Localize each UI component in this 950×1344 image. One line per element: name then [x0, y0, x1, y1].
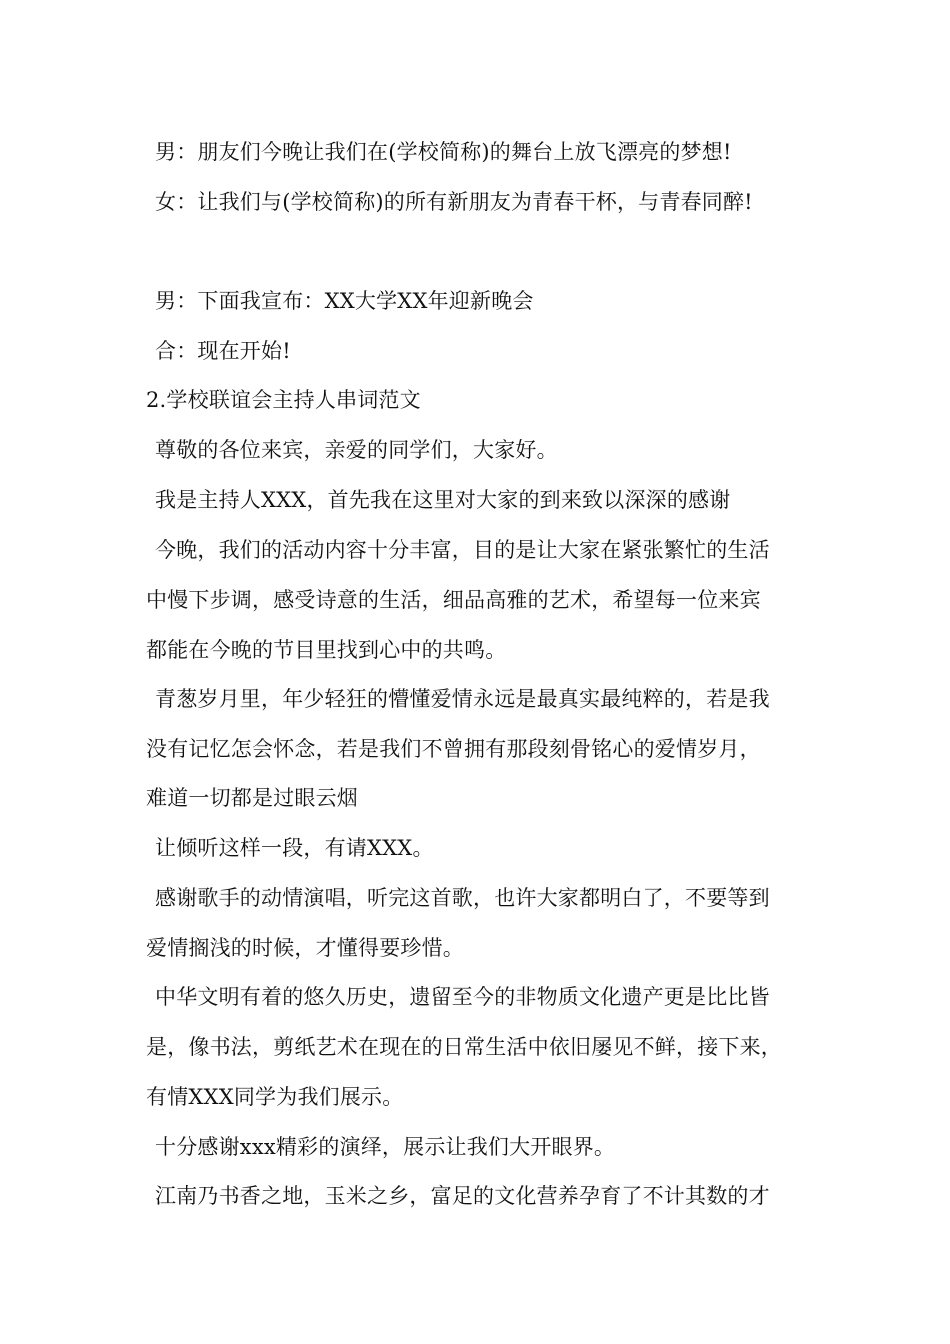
paragraph-line: 今晚，我们的活动内容十分丰富，目的是让大家在紧张繁忙的生活 [155, 538, 770, 562]
paragraph-line: 尊敬的各位来宾，亲爱的同学们，大家好。 [155, 438, 558, 462]
paragraph-line: 有情XXX同学为我们展示。 [146, 1085, 404, 1109]
paragraph-line: 我是主持人XXX，首先我在这里对大家的到来致以深深的感谢 [155, 488, 731, 512]
paragraph-line: 中华文明有着的悠久历史，遗留至今的非物质文化遗产更是比比皆 [155, 985, 770, 1009]
paragraph-line: 江南乃书香之地，玉米之乡，富足的文化营养孕育了不计其数的才 [155, 1184, 770, 1208]
paragraph-line: 没有记忆怎会怀念，若是我们不曾拥有那段刻骨铭心的爱情岁月， [146, 737, 761, 761]
dialogue-line-together: 合：现在开始! [155, 339, 291, 363]
paragraph-line: 十分感谢xxx精彩的演绎，展示让我们大开眼界。 [155, 1135, 616, 1159]
paragraph-line: 青葱岁月里，年少轻狂的懵懂爱情永远是最真实最纯粹的，若是我 [155, 687, 770, 711]
paragraph-line: 是，像书法，剪纸艺术在现在的日常生活中依旧屡见不鲜，接下来， [146, 1035, 782, 1059]
paragraph-line: 让倾听这样一段，有请XXX。 [155, 836, 434, 860]
dialogue-line-male-1: 男：朋友们今晚让我们在(学校简称)的舞台上放飞漂亮的梦想! [155, 140, 732, 164]
section-heading: 2.学校联谊会主持人串词范文 [146, 388, 421, 412]
dialogue-line-male-2: 男：下面我宣布：XX大学XX年迎新晚会 [155, 289, 534, 313]
dialogue-line-female-1: 女：让我们与(学校简称)的所有新朋友为青春干杯，与青春同醉! [155, 190, 753, 214]
paragraph-line: 中慢下步调，感受诗意的生活，细品高雅的艺术，希望每一位来宾 [146, 588, 761, 612]
paragraph-line: 感谢歌手的动情演唱，听完这首歌，也许大家都明白了，不要等到 [155, 886, 770, 910]
paragraph-line: 难道一切都是过眼云烟 [146, 786, 358, 810]
paragraph-line: 爱情搁浅的时候，才懂得要珍惜。 [146, 936, 464, 960]
paragraph-line: 都能在今晚的节目里找到心中的共鸣。 [146, 638, 507, 662]
